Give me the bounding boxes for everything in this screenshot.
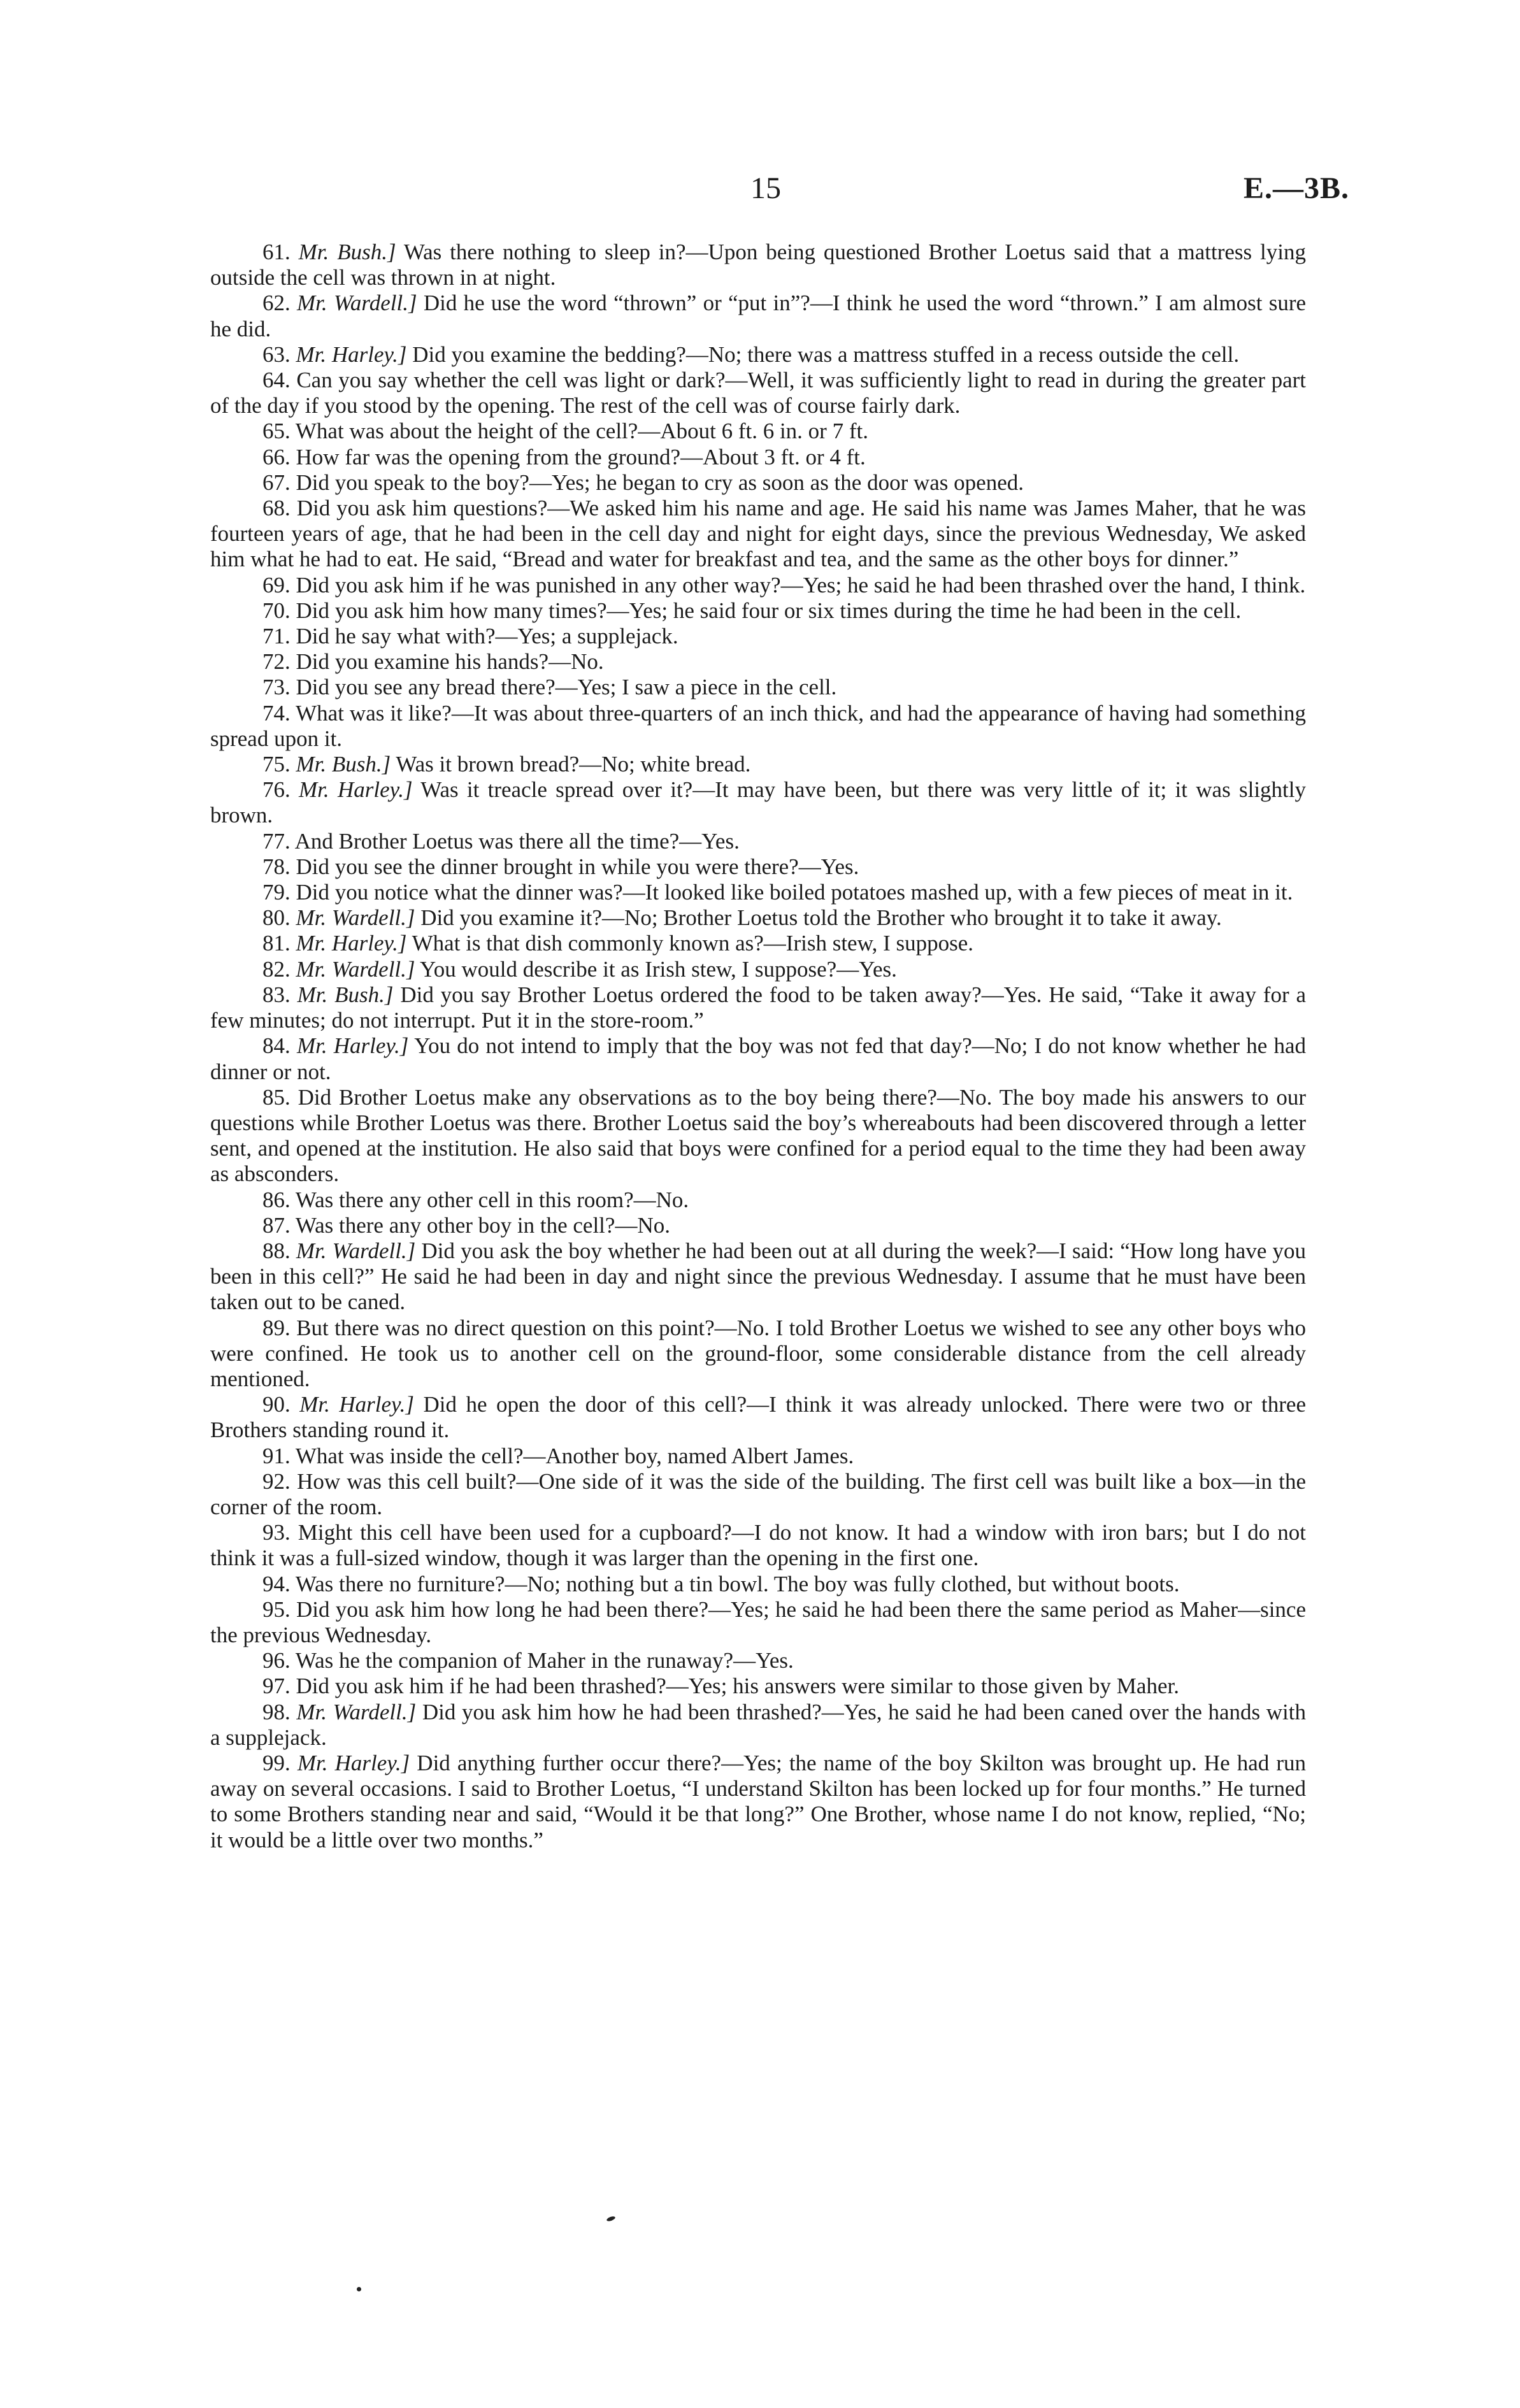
qa-text: Did you examine his hands?—No. <box>296 649 604 675</box>
qa-text: Was it brown bread?—No; white bread. <box>391 752 751 777</box>
qa-entry <box>210 1392 1306 1443</box>
questioner: Mr. Harley.] <box>299 1392 414 1417</box>
ink-speck <box>357 2287 361 2291</box>
question-number: 80. <box>262 905 290 931</box>
qa-entry <box>210 1033 1306 1084</box>
question-number: 64. <box>262 368 290 393</box>
question-number: 73. <box>262 675 290 700</box>
question-number: 63. <box>262 341 290 367</box>
qa-text: Was it treacle spread over it?—It may have been, but there was very little of it; it was slightly brown. <box>210 777 1307 828</box>
question-number: 90. <box>262 1392 290 1417</box>
qa-text: Might this cell have been used for a cupboard?—I do not know. It had a window with iron bars; but I do not think it was a full-sized window, though it was larger than the opening in the first one. <box>210 1520 1306 1571</box>
qa-entry <box>210 905 1306 931</box>
question-number: 65. <box>262 419 290 444</box>
question-number: 83. <box>262 982 290 1007</box>
question-number: 79. <box>262 880 290 905</box>
questioner: Mr. Harley.] <box>299 777 413 803</box>
question-number: 81. <box>262 931 290 956</box>
question-number: 89. <box>262 1315 290 1340</box>
evidence-transcript <box>210 240 1306 1853</box>
qa-entry <box>210 240 1306 290</box>
question-number: 91. <box>262 1443 290 1468</box>
qa-text: Did Brother Loetus make any observations as to the boy being there?—No. The boy made his answers to our questions while Brother Loetus was there. Brother Loetus said the boy’s whereabouts had been discovered through a letter sent, and opened at the institution. He also said that boys were confined for a period equal to the time they had been away as absconders. <box>210 1084 1307 1187</box>
qa-text: Was there any other cell in this room?—No. <box>295 1187 689 1212</box>
qa-entry <box>210 1572 1306 1597</box>
qa-entry <box>210 1315 1306 1393</box>
qa-text: Did you ask him how he had been thrashed?—Yes, he said he had been caned over the hands with a supplejack. <box>210 1699 1306 1750</box>
qa-entry <box>210 1187 1306 1213</box>
qa-text: You would describe it as Irish stew, I suppose?—Yes. <box>415 956 897 982</box>
qa-entry <box>210 445 1306 470</box>
question-number: 62. <box>262 290 290 316</box>
questioner: Mr. Harley.] <box>297 1750 410 1775</box>
question-number: 88. <box>262 1238 290 1263</box>
question-number: 70. <box>262 598 290 623</box>
qa-entry <box>210 1700 1306 1751</box>
qa-entry <box>210 957 1306 982</box>
question-number: 84. <box>262 1033 290 1059</box>
question-number: 77. <box>262 828 290 854</box>
qa-text: But there was no direct question on this point?—No. I told Brother Loetus we wished to see any other boys who were confined. He took us to another cell on the ground-floor, some considerable distance from the cell already mentioned. <box>210 1315 1306 1391</box>
qa-entry <box>210 342 1306 368</box>
question-number: 94. <box>262 1571 290 1596</box>
qa-text: What was inside the cell?—Another boy, named Albert James. <box>295 1443 854 1468</box>
qa-entry <box>210 368 1306 419</box>
qa-text: Was there any other boy in the cell?—No. <box>295 1212 670 1238</box>
qa-entry <box>210 1238 1306 1315</box>
qa-text: Was there nothing to sleep in?—Upon being questioned Brother Loetus said that a mattress lying outside the cell was thrown in at night. <box>210 240 1306 290</box>
qa-text: What was it like?—It was about three-quarters of an inch thick, and had the appearance of having had something spread upon it. <box>210 700 1306 751</box>
qa-entry <box>210 752 1306 777</box>
qa-text: Did he use the word “thrown” or “put in”?—I think he used the word “thrown.” I am almost sure he did. <box>210 290 1307 341</box>
questioner: Mr. Wardell.] <box>296 1699 417 1724</box>
qa-entry <box>210 982 1306 1033</box>
document-reference: E.—3B. <box>1244 171 1350 205</box>
questioner: Mr. Wardell.] <box>297 290 417 316</box>
qa-entry <box>210 829 1306 854</box>
qa-text: What is that dish commonly known as?—Irish stew, I suppose. <box>406 931 974 956</box>
ink-speck <box>606 2216 615 2222</box>
qa-entry <box>210 701 1306 752</box>
qa-text: Was he the companion of Maher in the runaway?—Yes. <box>295 1648 794 1673</box>
qa-entry <box>210 1597 1306 1648</box>
question-number: 96. <box>262 1648 290 1673</box>
question-number: 86. <box>262 1187 290 1212</box>
question-number: 98. <box>262 1699 290 1724</box>
qa-text: Did you notice what the dinner was?—It looked like boiled potatoes mashed up, with a few pieces of meat in it. <box>296 880 1293 905</box>
qa-entry <box>210 419 1306 444</box>
qa-text: Did you examine it?—No; Brother Loetus told the Brother who brought it to take it away. <box>415 905 1222 931</box>
qa-entry <box>210 880 1306 905</box>
question-number: 85. <box>262 1084 290 1110</box>
question-number: 69. <box>262 572 290 598</box>
questioner: Mr. Wardell.] <box>296 905 415 931</box>
qa-text: Did you ask the boy whether he had been out at all during the week?—I said: “How long have you been in this cell?” He said he had been in day and night since the previous Wednesday. I assume that he must have been taken out to be caned. <box>210 1238 1306 1315</box>
questioner: Mr. Bush.] <box>298 240 396 264</box>
page-number: 15 <box>750 171 781 205</box>
qa-entry <box>210 290 1306 341</box>
qa-text: Did you see any bread there?—Yes; I saw a piece in the cell. <box>296 675 837 700</box>
qa-entry <box>210 1213 1306 1238</box>
question-number: 97. <box>262 1673 290 1699</box>
questioner: Mr. Wardell.] <box>296 956 415 982</box>
qa-text: Did you ask him if he had been thrashed?—Yes; his answers were similar to those given by Maher. <box>296 1673 1179 1699</box>
question-number: 72. <box>262 649 290 675</box>
qa-entry <box>210 1444 1306 1469</box>
question-number: 68. <box>262 496 290 521</box>
questioner: Mr. Harley.] <box>296 341 407 367</box>
qa-entry <box>210 931 1306 956</box>
question-number: 76. <box>262 777 290 803</box>
qa-text: Did you speak to the boy?—Yes; he began to cry as soon as the door was opened. <box>296 469 1024 495</box>
qa-text: Can you say whether the cell was light or dark?—Well, it was sufficiently light to read in during the greater part of the day if you stood by the opening. The rest of the cell was of course fairly dark. <box>210 368 1306 419</box>
qa-text: And Brother Loetus was there all the time?—Yes. <box>294 828 740 854</box>
qa-entry <box>210 470 1306 496</box>
questioner: Mr. Harley.] <box>296 931 407 956</box>
qa-text: Did you say Brother Loetus ordered the food to be taken away?—Yes. He said, “Take it away for a few minutes; do not interrupt. Put it in the store-room.” <box>210 982 1306 1033</box>
qa-text: Did you see the dinner brought in while you were there?—Yes. <box>296 854 859 879</box>
question-number: 67. <box>262 469 290 495</box>
questioner: Mr. Wardell.] <box>296 1238 416 1263</box>
qa-text: Did you ask him questions?—We asked him his name and age. He said his name was James Maher, that he was fourteen years of age, that he had been in the cell day and night for eight days, since the previous Wednesday, We asked him what he had to eat. He said, “Bread and water for breakfast and tea, and the same as the other boys for dinner.” <box>210 496 1306 572</box>
question-number: 78. <box>262 854 290 879</box>
question-number: 75. <box>262 752 290 777</box>
question-number: 99. <box>262 1750 290 1775</box>
qa-text: How far was the opening from the ground?—About 3 ft. or 4 ft. <box>296 444 866 469</box>
qa-text: Was there no furniture?—No; nothing but a tin bowl. The boy was fully clothed, but without boots. <box>295 1571 1180 1596</box>
qa-text: What was about the height of the cell?—About 6 ft. 6 in. or 7 ft. <box>295 419 868 444</box>
question-number: 74. <box>262 700 290 726</box>
question-number: 93. <box>262 1520 290 1545</box>
qa-entry <box>210 649 1306 675</box>
qa-entry <box>210 496 1306 573</box>
question-number: 92. <box>262 1468 290 1494</box>
qa-text: You do not intend to imply that the boy was not fed that day?—No; I do not know whether he had dinner or not. <box>210 1033 1306 1084</box>
question-number: 95. <box>262 1596 290 1622</box>
qa-entry <box>210 1648 1306 1673</box>
qa-text: Did you examine the bedding?—No; there was a mattress stuffed in a recess outside the cell. <box>406 341 1240 367</box>
question-number: 82. <box>262 956 290 982</box>
qa-entry <box>210 777 1306 828</box>
qa-entry <box>210 1085 1306 1187</box>
question-number: 66. <box>262 444 290 469</box>
qa-text: Did he open the door of this cell?—I think it was already unlocked. There were two or three Brothers standing round it. <box>210 1392 1306 1443</box>
question-number: 71. <box>262 624 290 649</box>
qa-entry <box>210 598 1306 624</box>
questioner: Mr. Harley.] <box>296 1033 409 1059</box>
questioner: Mr. Bush.] <box>297 982 394 1007</box>
questioner: Mr. Bush.] <box>296 752 391 777</box>
question-number: 87. <box>262 1212 290 1238</box>
qa-entry <box>210 854 1306 880</box>
qa-entry <box>210 1673 1306 1699</box>
qa-entry <box>210 675 1306 700</box>
qa-text: Did you ask him how long he had been there?—Yes; he said he had been there the same period as Maher—since the previous Wednesday. <box>210 1596 1307 1647</box>
qa-text: Did he say what with?—Yes; a supplejack. <box>296 624 678 649</box>
qa-entry <box>210 1751 1306 1853</box>
qa-entry <box>210 624 1306 649</box>
qa-text: Did anything further occur there?—Yes; the name of the boy Skilton was brought up. He had run away on several occasions. I said to Brother Loetus, “I understand Skilton has been locked up for four months.” He turned to some Brothers standing near and said, “Would it be that long?” One Brother, whose name I do not know, replied, “No; it would be a little over two months.” <box>210 1750 1307 1853</box>
qa-text: Did you ask him if he was punished in any other way?—Yes; he said he had been thrashed over the hand, I think. <box>296 572 1306 598</box>
qa-text: Did you ask him how many times?—Yes; he said four or six times during the time he had been in the cell. <box>296 598 1242 623</box>
qa-text: How was this cell built?—One side of it was the side of the building. The first cell was built like a box—in the corner of the room. <box>210 1468 1307 1519</box>
qa-entry <box>210 573 1306 598</box>
qa-entry <box>210 1520 1306 1571</box>
question-number: 61. <box>262 240 290 264</box>
qa-entry <box>210 1469 1306 1520</box>
